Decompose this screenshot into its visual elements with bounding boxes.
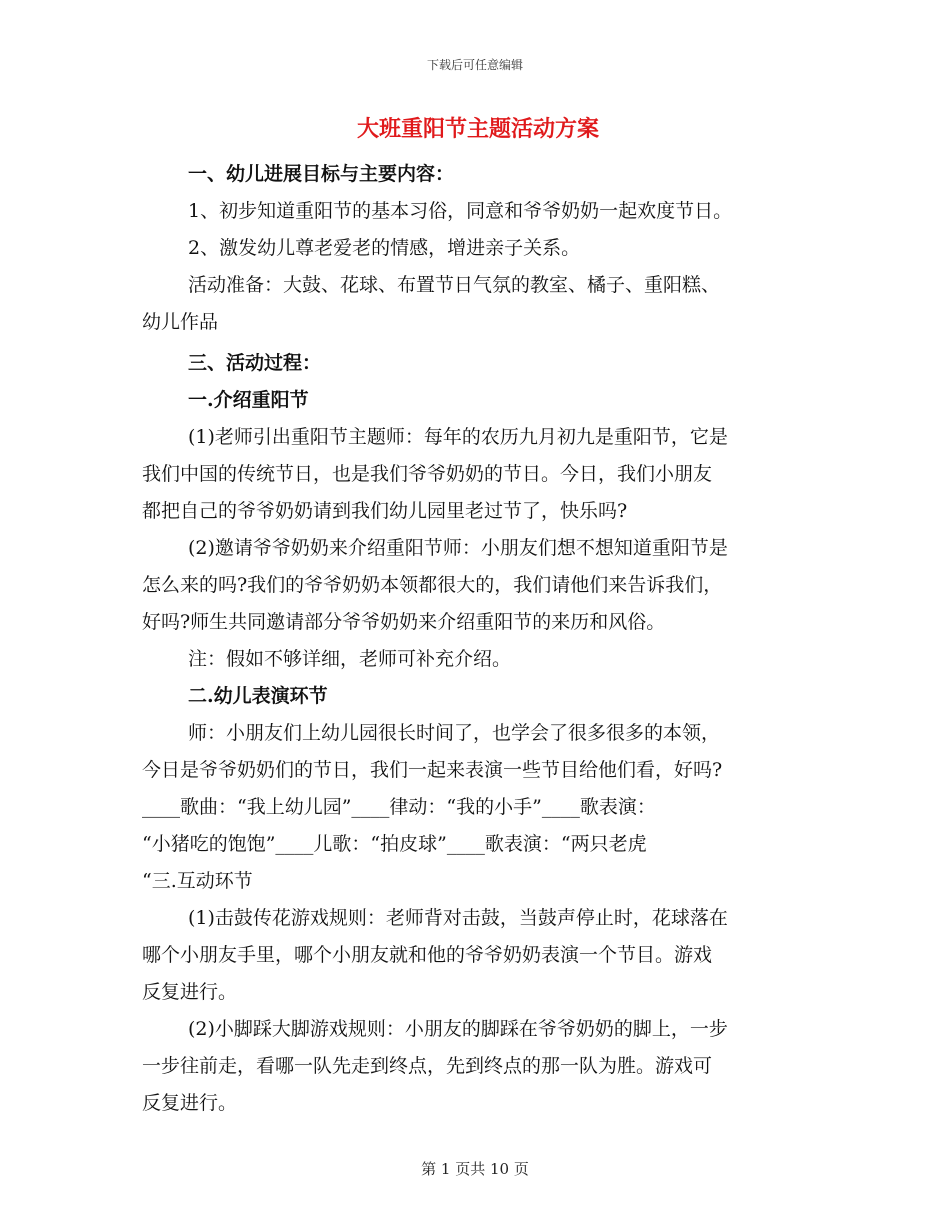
document-title: 大班重阳节主题活动方案	[356, 116, 599, 142]
preparation-line-1: 活动准备：大鼓、花球、布置节日气氛的教室、橘子、重阳糕、	[188, 274, 721, 296]
paragraph-line: ____歌曲：“我上幼儿园”____律动：“我的小手”____歌表演：	[142, 796, 656, 818]
paragraph-line: 反复进行。	[142, 1092, 238, 1114]
paragraph-line: “小猪吃的饱饱”____儿歌：“拍皮球”____歌表演：“两只老虎	[142, 833, 647, 855]
paragraph-line: (2)邀请爷爷奶奶来介绍重阳节师：小朋友们想不想知道重阳节是	[188, 537, 728, 559]
subheading-performance: 二.幼儿表演环节	[188, 685, 328, 707]
paragraph-line: 哪个小朋友手里，哪个小朋友就和他的爷爷奶奶表演一个节目。游戏	[142, 944, 713, 966]
subheading-intro: 一.介绍重阳节	[188, 389, 309, 411]
goal-item-1: 1、初步知道重阳节的基本习俗，同意和爷爷奶奶一起欢度节日。	[188, 200, 733, 222]
page-header: 下载后可任意编辑	[426, 58, 523, 72]
paragraph-line: 我们中国的传统节日，也是我们爷爷奶奶的节日。今日，我们小朋友	[142, 463, 713, 485]
paragraph-line: “三.互动环节	[142, 870, 253, 892]
document-body	[142, 112, 814, 1122]
goal-item-2: 2、激发幼儿尊老爱老的情感，增进亲子关系。	[188, 237, 581, 259]
paragraph-line: 好吗?师生共同邀请部分爷爷奶奶来介绍重阳节的来历和风俗。	[142, 611, 666, 633]
note-line: 注：假如不够详细，老师可补充介绍。	[188, 648, 512, 670]
section-heading-process: 三、活动过程：	[188, 352, 322, 374]
paragraph-line: 怎么来的吗?我们的爷爷奶奶本领都很大的，我们请他们来告诉我们，	[142, 574, 723, 596]
paragraph-line: 反复进行。	[142, 981, 238, 1003]
preparation-line-2: 幼儿作品	[142, 311, 219, 333]
paragraph-line: 师：小朋友们上幼儿园很长时间了，也学会了很多很多的本领，	[188, 722, 721, 744]
paragraph-line: 一步往前走，看哪一队先走到终点，先到终点的那一队为胜。游戏可	[142, 1055, 713, 1077]
paragraph-line: 今日是爷爷奶奶们的节日，我们一起来表演一些节目给他们看，好吗?	[142, 759, 723, 781]
paragraph-line: (1)击鼓传花游戏规则：老师背对击鼓，当鼓声停止时，花球落在	[188, 907, 728, 929]
paragraph-line: (2)小脚踩大脚游戏规则：小朋友的脚踩在爷爷奶奶的脚上，一步	[188, 1018, 728, 1040]
paragraph-line: 都把自己的爷爷奶奶请到我们幼儿园里老过节了，快乐吗?	[142, 500, 628, 522]
paragraph-line: (1)老师引出重阳节主题师：每年的农历九月初九是重阳节，它是	[188, 426, 728, 448]
page-footer: 第 1 页共 10 页	[421, 1160, 529, 1178]
section-heading-goals: 一、幼儿进展目标与主要内容：	[188, 163, 455, 185]
